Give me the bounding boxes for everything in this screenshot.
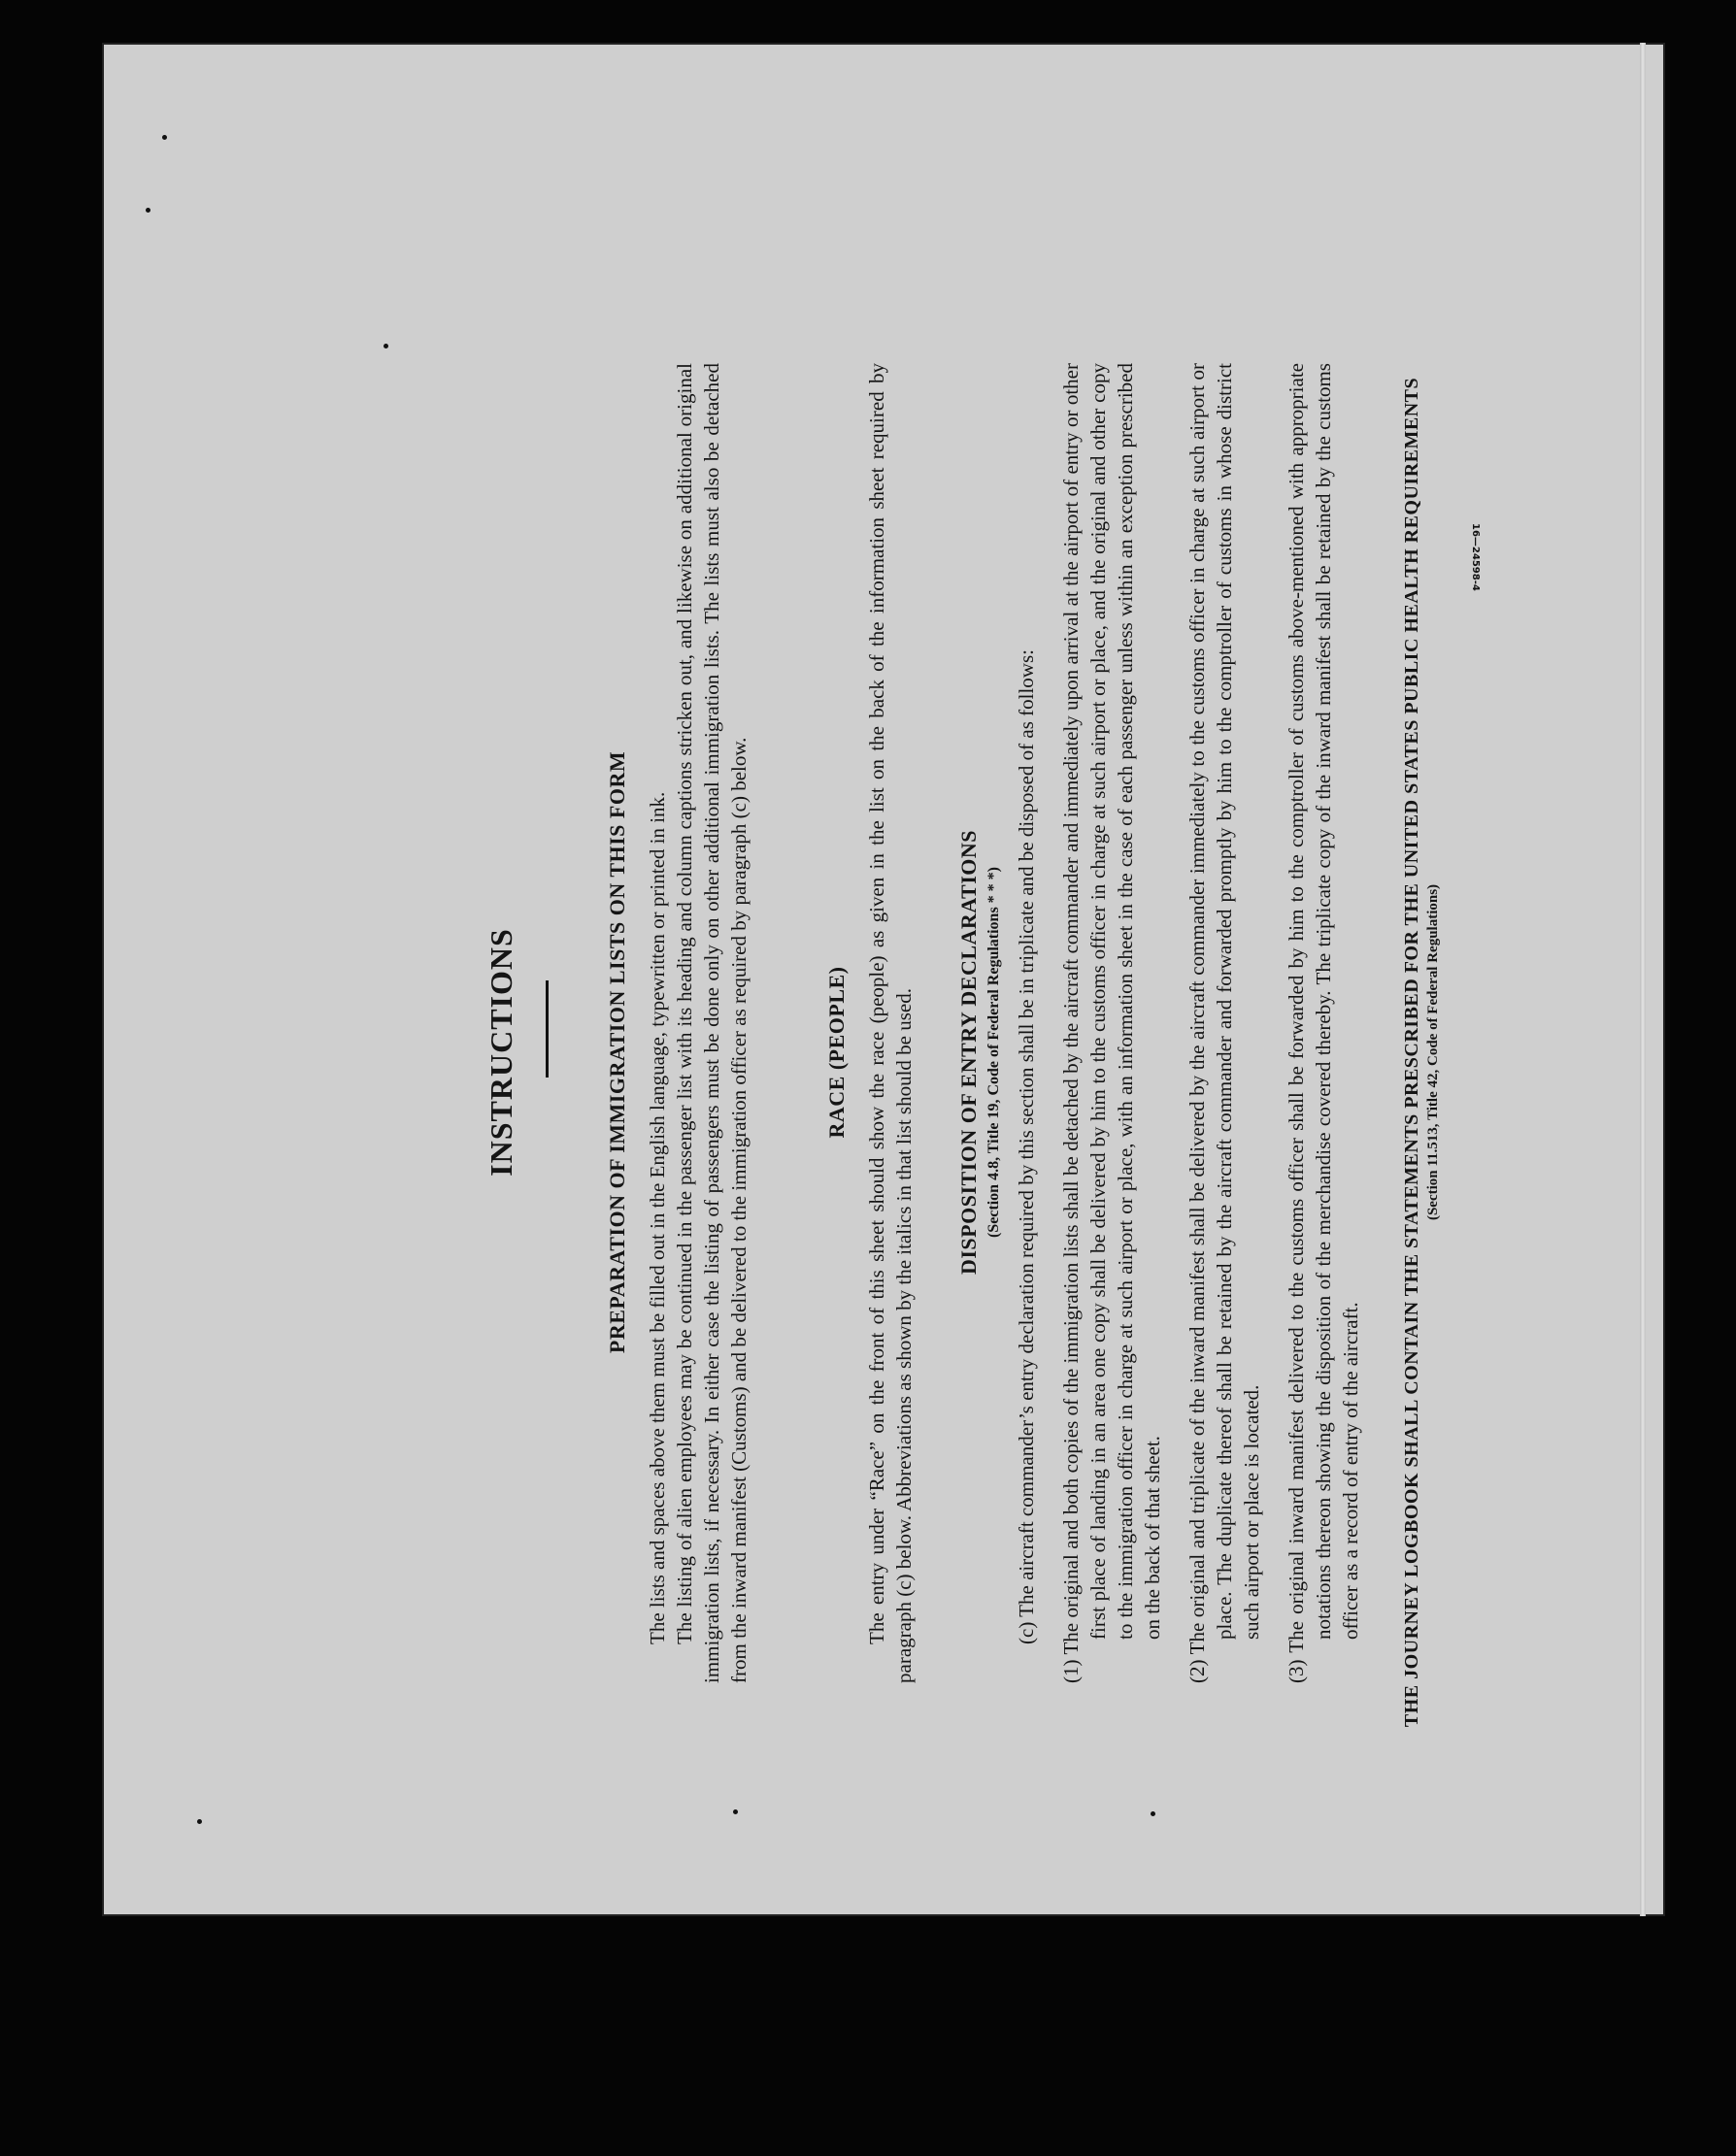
disposition-heading: DISPOSITION OF ENTRY DECLARATIONS xyxy=(956,829,981,1276)
section-preparation xyxy=(605,217,752,1887)
list-item: (1) The original and both copies of the immigration lists shall be detached by the aircraft commander and immediately upon arrival at the airport of entry or other first place of landing in an area one copy shall be delivered by him to the customs officer in charge at such airport or place, and the original and other copy to the immigration officer in charge at such airport or place, with an information sheet in the case of each passenger unless within an exception prescribed on the back of that sheet. xyxy=(1059,363,1164,1683)
preparation-heading: PREPARATION OF IMMIGRATION LISTS ON THIS FORM xyxy=(605,750,629,1354)
disposition-intro: (c) The aircraft commander’s entry declaration required by this section shall be in triplicate and be disposed of as follows: xyxy=(1015,649,1038,1644)
race-paragraph: The entry under “Race” on the front of this sheet should show the race (people) as given in the list on the back of the information sheet required by paragraph (c) below. Abbreviations as shown by the italics in that list should be used. xyxy=(865,363,916,1683)
section-race xyxy=(824,217,918,1887)
section-disposition xyxy=(956,217,1364,1887)
list-item: (3) The original inward manifest delivered to the customs officer shall be forwarded by him to the comptroller of customs above-mentioned with appropriate notations thereon showing the disposition of the merchandise covered thereby. The triplicate copy of the inward manifest shall be retained by the customs officer as a record of entry of the aircraft. xyxy=(1285,363,1362,1683)
paper-speck xyxy=(162,135,167,140)
paper-speck xyxy=(146,208,150,213)
preparation-paragraph-1: The lists and spaces above them must be filled out in the English language, typewritten or printed in ink. xyxy=(646,791,669,1644)
paper-speck xyxy=(197,1819,202,1824)
disposition-list xyxy=(1057,363,1364,1683)
page-fold-edge xyxy=(1640,43,1646,1916)
health-requirements-notice xyxy=(1401,217,1442,1887)
notice-text: THE JOURNEY LOGBOOK SHALL CONTAIN THE STATEMENTS PRESCRIBED FOR THE UNITED STATES PUBLIC HEALTH REQUIREMENTS xyxy=(1401,377,1422,1728)
document-page xyxy=(102,43,1665,1916)
disposition-citation: (Section 4.8, Title 19, Code of Federal Regulations * * *) xyxy=(985,866,1002,1239)
title-rule xyxy=(546,980,549,1078)
race-heading: RACE (PEOPLE) xyxy=(824,966,849,1139)
paper-speck xyxy=(384,344,388,348)
page-title: INSTRUCTIONS xyxy=(484,928,518,1177)
form-number: 16—24598-4 xyxy=(1470,523,1481,591)
rotated-content xyxy=(413,217,1558,1887)
notice-citation: (Section 11.513, Title 42, Code of Federal Regulations) xyxy=(1425,883,1441,1221)
list-item: (2) The original and triplicate of the inward manifest shall be delivered by the aircraft commander immediately to the customs officer in charge at such airport or place. The duplicate thereof shall be retained by the aircraft commander and forwarded promptly by him to the comptroller of customs in whose district such airport or place is located. xyxy=(1185,363,1263,1683)
preparation-paragraph-2: The listing of alien employees may be continued in the passenger list with its heading and column captions stricken out, and likewise on additional original immigration lists, if necessary. In either case the listing of passengers must be done only on other additional immigration lists. The lists must also be detached from the inward manifest (Customs) and be delivered to the immigration officer as required by paragraph (c) below. xyxy=(673,363,751,1683)
